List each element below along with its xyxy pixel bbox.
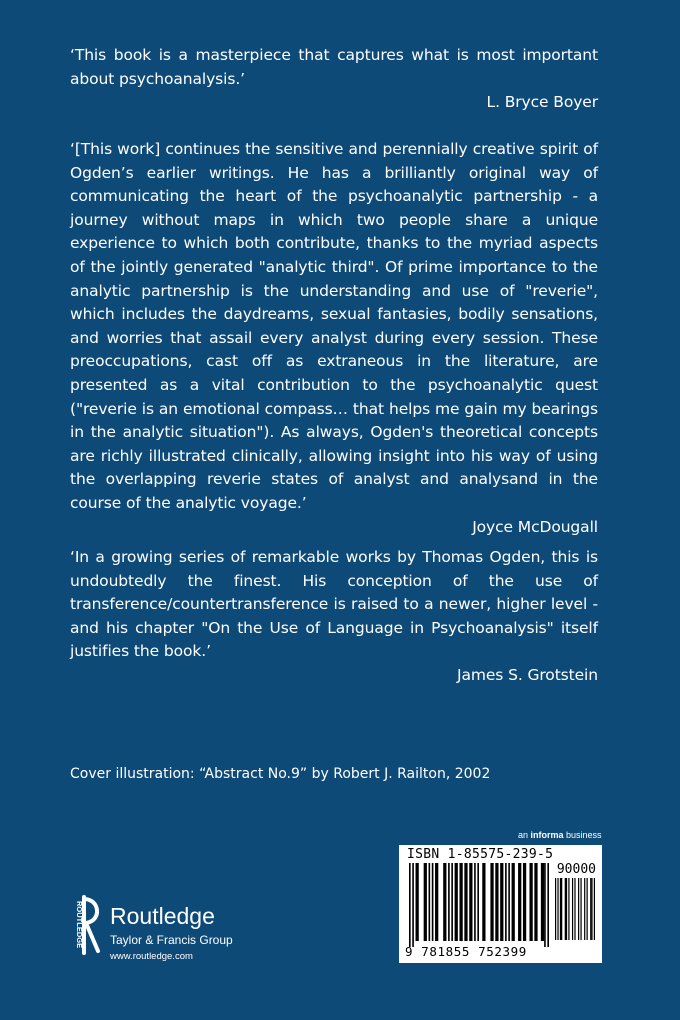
routledge-logo-icon <box>70 895 104 955</box>
barcode-bar <box>587 878 588 940</box>
barcode-bar <box>547 863 549 947</box>
barcode-bar <box>424 863 427 941</box>
isbn-barcode <box>399 845 602 963</box>
barcode-bar <box>490 863 493 941</box>
barcode-bar <box>590 878 591 940</box>
barcode-bar <box>594 878 595 940</box>
barcode-bar <box>541 863 544 941</box>
barcode-bar <box>448 863 450 941</box>
barcode-bar <box>544 863 546 947</box>
barcode-bar <box>474 863 476 941</box>
quote-text: ‘[This work] continues the sensitive and perennially creative spirit of Ogden’s earlier writings. He has a brilliantly original way of communicating the heart of the psychoanalytic partnership - a journey without maps in which two people share a unique experience to which both contribute, thanks to the myriad aspects of the jointly generated "analytic third". Of prime importance to the analytic partnership is the understanding and use of "reverie", which includes the daydreams, sexual fantasies, bodily sensations, and worries that assail every analyst during every session. These preoccupations, cast off as extraneous in the literature, are presented as a vital contribution to the psychoanalytic quest ("reverie is an emotional compass… that helps me gain my bearings in the analytic situation"). As always, Ogden's theoretical concepts are richly illustrated clinically, allowing insight into his way of using the overlapping reverie states of analyst and analysand in the course of the analytic voyage.’ <box>70 140 598 512</box>
publisher-name: Routledge <box>110 903 215 929</box>
barcode-bar <box>469 863 472 941</box>
barcode-bar <box>495 863 498 941</box>
review-quote-mcdougall <box>70 138 598 539</box>
price-addon-bars <box>555 878 595 946</box>
review-quote-boyer <box>70 44 598 115</box>
barcode-bar <box>459 863 462 941</box>
barcode-bar <box>580 878 581 940</box>
barcode-bar <box>500 863 503 941</box>
barcode-bar <box>429 863 431 941</box>
barcode-bar <box>578 878 579 940</box>
routledge-side-text: ROUTLEDGE <box>75 901 84 949</box>
barcode-bar <box>560 878 562 940</box>
barcode-bar <box>443 863 446 941</box>
review-quote-grotstein <box>70 546 598 688</box>
barcode-bar <box>435 863 438 941</box>
quote-text: ‘This book is a masterpiece that captures what is most important about psychoanalysis.’ <box>70 46 598 88</box>
barcode-bar <box>591 878 592 940</box>
barcode-bar <box>455 863 458 941</box>
barcode-bar <box>584 878 585 940</box>
barcode-bar <box>477 863 479 941</box>
publisher-url: www.routledge.com <box>110 951 193 962</box>
barcode-bar <box>451 863 453 941</box>
barcode-bar <box>555 878 556 940</box>
quote-text: ‘In a growing series of remarkable works by Thomas Ogden, this is undoubtedly the finest. His conception of the use of transference/countertransference is raised to a newer, higher level - and his chapter "On the Use of Language in Psychoanalysis" itself justifies the book.’ <box>70 548 598 661</box>
barcode-bar <box>512 863 515 941</box>
barcode-bar <box>529 863 532 941</box>
barcode-bar <box>508 863 510 941</box>
informa-brand: informa <box>530 830 564 840</box>
barcode-bar <box>416 863 419 941</box>
quote-author: Joyce McDougall <box>472 517 598 536</box>
price-code-label: 90000 <box>556 862 596 877</box>
barcode-bar <box>574 878 575 940</box>
barcode-bar <box>565 878 567 940</box>
ean-number-label: 9 781855 752399 <box>405 944 527 959</box>
informa-suffix: business <box>563 830 602 840</box>
barcode-bar <box>572 878 573 940</box>
barcode-bar <box>534 863 537 941</box>
cover-illustration-credit: Cover illustration: “Abstract No.9” by Robert J. Railton, 2002 <box>70 766 491 782</box>
barcode-bar <box>409 863 411 947</box>
barcode-bar <box>412 863 414 947</box>
isbn-label: ISBN 1-85575-239-5 <box>407 847 554 862</box>
barcode-bar <box>505 863 507 941</box>
barcode-bar <box>432 863 434 941</box>
ean-barcode-bars <box>409 863 549 947</box>
barcode-bar <box>557 878 558 940</box>
quote-author: L. Bryce Boyer <box>486 93 598 112</box>
quote-author: James S. Grotstein <box>456 665 598 684</box>
barcode-bar <box>568 878 569 940</box>
publisher-group: Taylor & Francis Group <box>110 933 233 947</box>
barcode-bar <box>523 863 526 941</box>
barcode-bar <box>518 863 521 941</box>
barcode-bar <box>464 863 467 941</box>
barcode-bar <box>482 863 485 941</box>
informa-prefix: an <box>518 830 531 840</box>
informa-business-tag <box>518 830 602 840</box>
